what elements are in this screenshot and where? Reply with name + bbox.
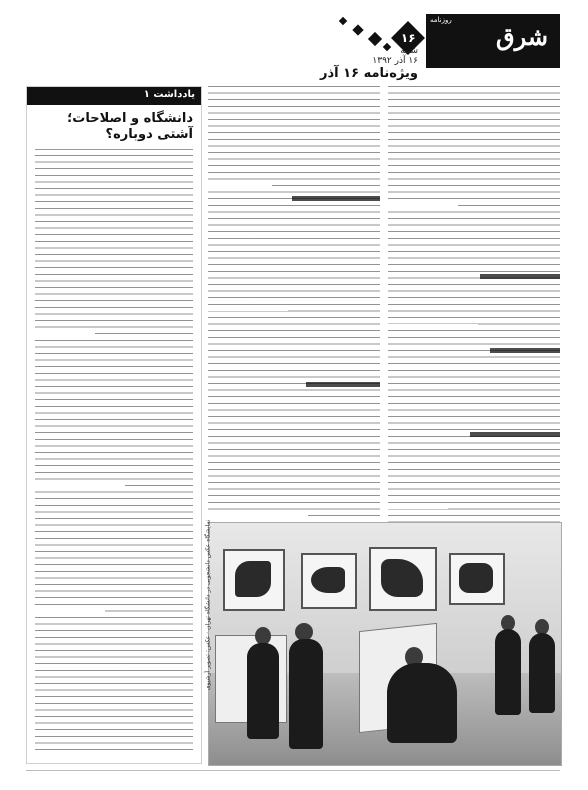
visitor-figure [247,643,279,739]
subheading-line [480,274,560,279]
issue-title: ویژه‌نامه ۱۶ آذر [320,66,418,81]
sidebar-body-text [35,155,193,755]
subheading-line [292,196,380,201]
exhibit-frame [223,549,285,611]
paragraph-break [208,514,308,519]
visitor-figure [387,663,457,743]
paragraph-break [35,609,105,614]
paragraph-break [388,324,478,329]
divider [35,149,193,150]
decorative-square [352,24,363,35]
paragraph-break [388,504,448,509]
article-body-text [208,86,380,518]
subheading-line [470,432,560,437]
visitor-figure [289,639,323,749]
visitor-figure [495,629,521,715]
sidebar-headline: دانشگاه و اصلاحات؛ آشتی دوباره؟ [67,111,193,142]
decorative-square [339,17,347,25]
issue-day: شنبه [400,46,418,56]
exhibit-image [311,567,345,593]
visitor-figure [529,633,555,713]
exhibit-image [381,559,423,597]
sidebar-label-bar [27,87,201,105]
logo-subtitle: روزنامه [430,16,452,24]
article-column-middle [208,86,380,518]
decorative-square [368,32,382,46]
exhibit-frame [301,553,357,609]
photo-caption: نمایشگاه عکس دانشجویی در دانشگاه تهران · عکس: تصویر آرشیوی [204,519,212,691]
sidebar-label: یادداشت ۱ [143,89,195,100]
logo-wordmark: شرق [496,22,548,51]
newspaper-logo [426,14,560,68]
subheading-line [490,348,560,353]
paragraph-break [208,306,288,311]
exhibit-frame [369,547,437,611]
sidebar-note [26,86,202,764]
page-number: ۱۶ [400,31,416,45]
page-header [0,0,588,84]
paragraph-break [388,204,458,209]
issue-info [318,46,418,86]
paragraph-break [208,182,272,187]
article-photo [208,522,562,766]
exhibit-frame [449,553,505,605]
photo-caption-strip [200,519,212,760]
paragraph-break [35,483,125,488]
subheading-line [306,382,380,387]
footer-rule [26,770,560,771]
exhibit-image [459,563,493,593]
paragraph-break [35,333,95,338]
exhibit-image [235,561,271,597]
issue-date: ۱۶ آذر ۱۳۹۲ [372,56,418,66]
